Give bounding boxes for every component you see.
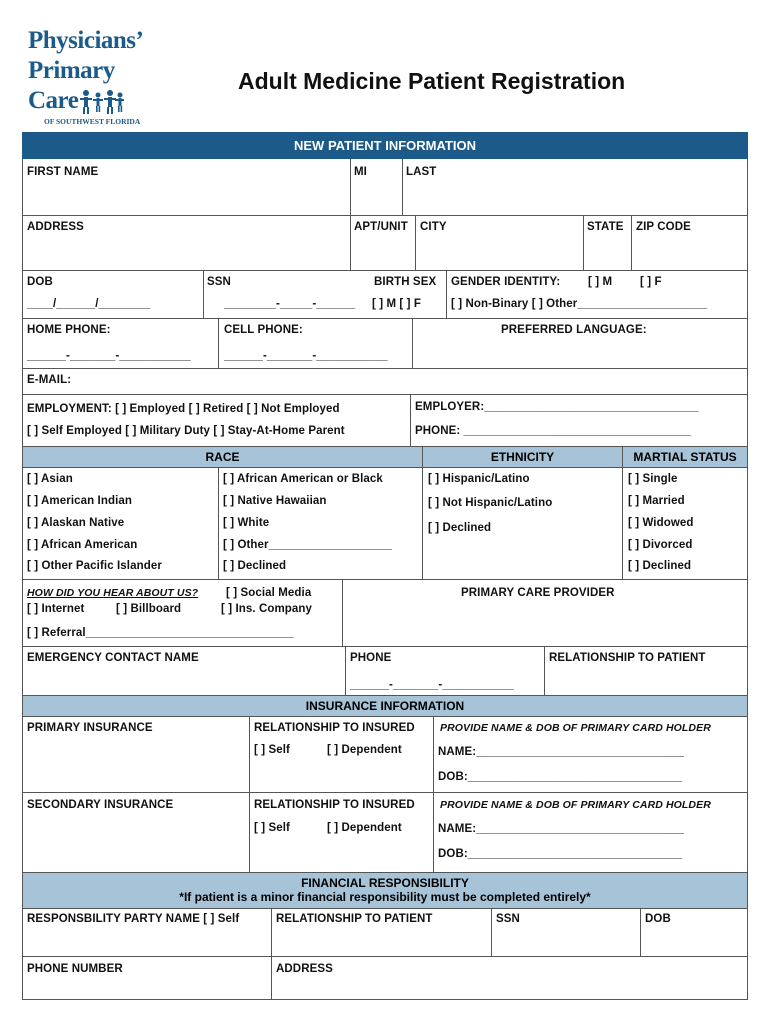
state-label: STATE [587,221,624,233]
emergency-phone-label: PHONE [350,652,392,664]
race-option-checkbox[interactable]: [ ] Alaskan Native [27,517,125,529]
birth-sex-options[interactable]: [ ] M [ ] F [372,298,421,310]
logo-tagline: OF SOUTHWEST FLORIDA [44,117,141,126]
financial-note: *If patient is a minor financial responsibility must be completed entirely* [179,890,591,904]
logo-line-3: Care [28,87,79,114]
people-figures-icon [80,89,124,115]
cell-phone-label: CELL PHONE: [224,324,303,336]
referral-question: HOW DID YOU HEAR ABOUT US? [27,587,199,599]
internet-checkbox[interactable]: [ ] Internet [27,603,85,615]
financial-ssn-label: SSN [496,913,520,925]
primary-self-checkbox[interactable]: [ ] Self [254,744,290,756]
birth-sex-label: BIRTH SEX [374,276,437,288]
insurance-section-header: INSURANCE INFORMATION [23,696,747,716]
dob-label: DOB [27,276,53,288]
gender-other-options[interactable]: [ ] Non-Binary [ ] Other____________________ [451,298,708,310]
race-option-checkbox[interactable]: [ ] Other Pacific Islander [27,560,162,572]
home-phone-input[interactable]: ______-_______-___________ [27,350,191,362]
last-name-label: LAST [406,166,437,178]
race-header: RACE [23,447,422,467]
billboard-checkbox[interactable]: [ ] Billboard [116,603,182,615]
employer-phone-field[interactable]: PHONE: ___________________________________ [415,425,691,437]
gender-identity-label: GENDER IDENTITY: [451,276,561,288]
secondary-holder-name-field[interactable]: NAME:________________________________ [438,823,685,835]
first-name-label: FIRST NAME [27,166,99,178]
ssn-input[interactable]: ________-_____-______ [224,298,356,310]
financial-relationship-label: RELATIONSHIP TO PATIENT [276,913,433,925]
marital-option-checkbox[interactable]: [ ] Declined [628,560,692,572]
financial-phone-label: PHONE NUMBER [27,963,123,975]
page-title: Adult Medicine Patient Registration [238,68,626,94]
race-option-checkbox[interactable]: [ ] White [223,517,270,529]
marital-option-checkbox[interactable]: [ ] Divorced [628,539,693,551]
responsible-party-label[interactable]: RESPONSBILITY PARTY NAME [ ] Self [27,913,240,925]
secondary-card-holder-label: PROVIDE NAME & DOB OF PRIMARY CARD HOLDER [440,799,711,811]
preferred-language-label: PREFERRED LANGUAGE: [501,324,647,336]
ethnicity-option-checkbox[interactable]: [ ] Declined [428,522,492,534]
address-label: ADDRESS [27,221,84,233]
ins-company-checkbox[interactable]: [ ] Ins. Company [221,603,313,615]
race-option-checkbox[interactable]: [ ] Native Hawaiian [223,495,327,507]
logo [26,28,176,128]
zip-code-label: ZIP CODE [636,221,691,233]
cell-phone-input[interactable]: ______-_______-___________ [224,350,388,362]
secondary-insurance-label: SECONDARY INSURANCE [27,799,174,811]
secondary-self-checkbox[interactable]: [ ] Self [254,822,290,834]
ethnicity-option-checkbox[interactable]: [ ] Hispanic/Latino [428,473,530,485]
email-label: E-MAIL: [27,374,72,386]
city-label: CITY [420,221,447,233]
employer-field[interactable]: EMPLOYER:_________________________________ [415,401,699,413]
race-option-checkbox[interactable]: [ ] African American [27,539,138,551]
marital-option-checkbox[interactable]: [ ] Widowed [628,517,694,529]
financial-dob-label: DOB [645,913,671,925]
primary-care-provider-label: PRIMARY CARE PROVIDER [461,587,615,599]
employment-options-2[interactable]: [ ] Self Employed [ ] Military Duty [ ] Stay-At-Home Parent [27,425,345,437]
logo-line-2: Primary [28,57,115,84]
primary-insurance-label: PRIMARY INSURANCE [27,722,153,734]
ethnicity-header: ETHNICITY [423,447,622,467]
primary-rel-insured-label: RELATIONSHIP TO INSURED [254,722,415,734]
secondary-rel-insured-label: RELATIONSHIP TO INSURED [254,799,415,811]
financial-section-header [23,873,747,908]
race-option-checkbox[interactable]: [ ] Asian [27,473,73,485]
emergency-relationship-label: RELATIONSHIP TO PATIENT [549,652,706,664]
mi-label: MI [354,166,367,178]
race-option-checkbox[interactable]: [ ] African American or Black [223,473,383,485]
apt-unit-label: APT/UNIT [354,221,408,233]
primary-card-holder-label: PROVIDE NAME & DOB OF PRIMARY CARD HOLDER [440,722,711,734]
ethnicity-option-checkbox[interactable]: [ ] Not Hispanic/Latino [428,497,553,509]
logo-line-1: Physicians’ [28,27,144,54]
emergency-phone-input[interactable]: ______-_______-___________ [350,679,514,691]
secondary-holder-dob-field[interactable]: DOB:_________________________________ [438,848,683,860]
secondary-dependent-checkbox[interactable]: [ ] Dependent [327,822,402,834]
social-media-checkbox[interactable]: [ ] Social Media [226,587,312,599]
primary-holder-name-field[interactable]: NAME:________________________________ [438,746,685,758]
ssn-label: SSN [207,276,231,288]
race-option-checkbox[interactable]: [ ] Other___________________ [223,539,393,551]
section-new-patient-header: NEW PATIENT INFORMATION [22,132,748,159]
home-phone-label: HOME PHONE: [27,324,111,336]
primary-dependent-checkbox[interactable]: [ ] Dependent [327,744,402,756]
primary-holder-dob-field[interactable]: DOB:_________________________________ [438,771,683,783]
employment-options-1[interactable]: EMPLOYMENT: [ ] Employed [ ] Retired [ ] Not Employed [27,403,340,415]
referral-field[interactable]: [ ] Referral________________________________ [27,627,294,639]
race-option-checkbox[interactable]: [ ] American Indian [27,495,132,507]
financial-title: FINANCIAL RESPONSIBILITY [301,876,469,890]
financial-address-label: ADDRESS [276,963,333,975]
marital-status-header: MARTIAL STATUS [623,447,747,467]
gender-f-checkbox[interactable]: [ ] F [640,276,662,288]
race-option-checkbox[interactable]: [ ] Declined [223,560,287,572]
emergency-contact-label: EMERGENCY CONTACT NAME [27,652,199,664]
dob-input[interactable]: ____/______/________ [27,298,151,310]
marital-option-checkbox[interactable]: [ ] Married [628,495,685,507]
marital-option-checkbox[interactable]: [ ] Single [628,473,678,485]
gender-m-checkbox[interactable]: [ ] M [588,276,613,288]
